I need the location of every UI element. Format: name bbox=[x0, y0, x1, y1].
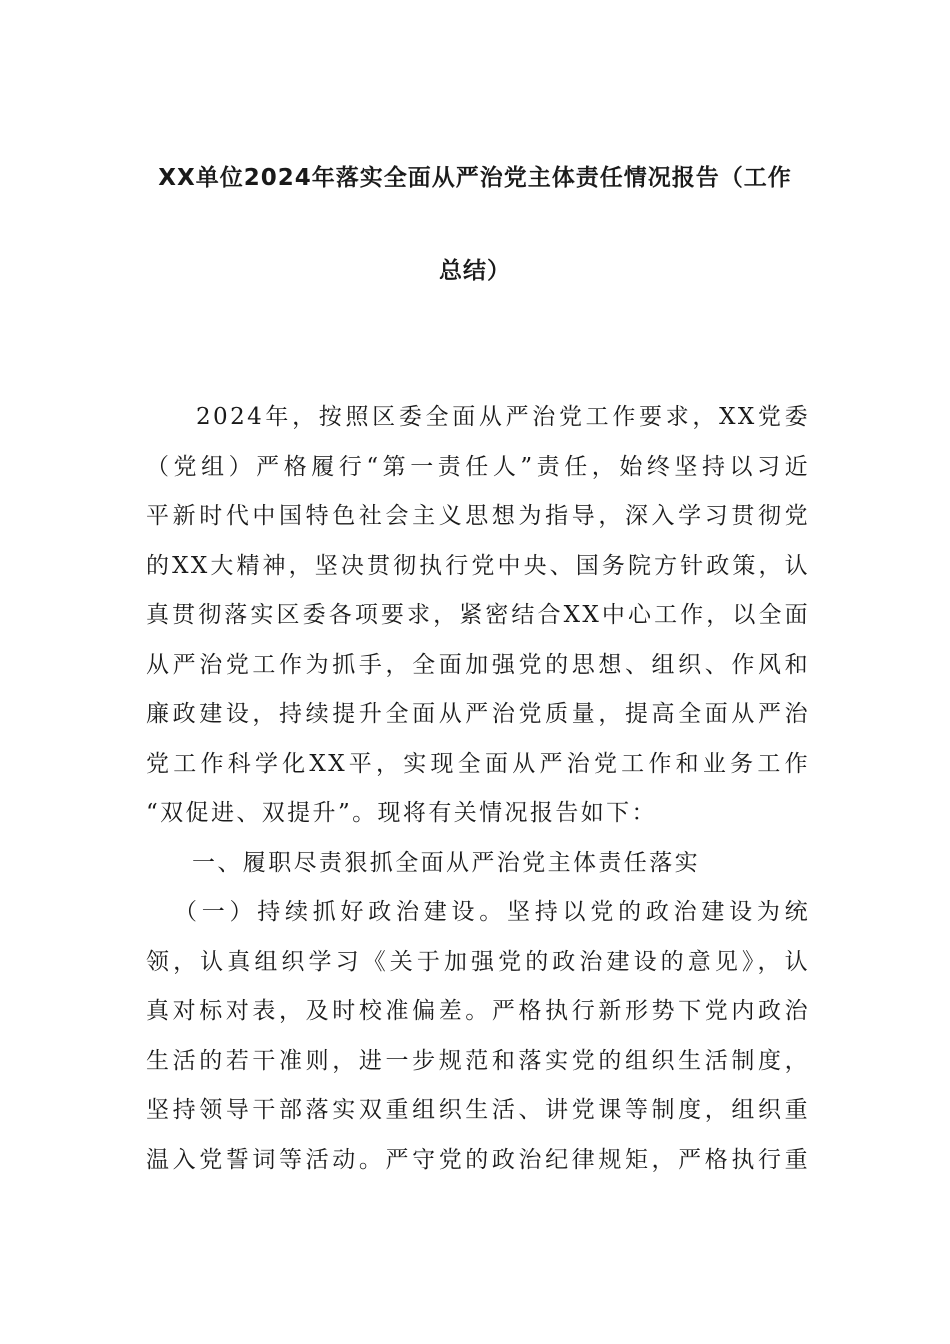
paragraph-line: （一）持续抓好政治建设。坚持以党的政治建设为统 bbox=[174, 899, 810, 925]
section-heading: 一、履职尽责狠抓全面从严治党主体责任落实 bbox=[192, 849, 700, 876]
paragraph-line: 党工作科学化XX平，实现全面从严治党工作和业务工作 bbox=[146, 750, 810, 777]
paragraph-line: 真贯彻落实区委各项要求，紧密结合XX中心工作，以全面 bbox=[146, 602, 810, 628]
paragraph-line: 领，认真组织学习《关于加强党的政治建设的意见》，认 bbox=[146, 948, 810, 975]
paragraph-line: 廉政建设，持续提升全面从严治党质量，提高全面从严治 bbox=[146, 701, 810, 727]
paragraph-line: （党组）严格履行“第一责任人”责任，始终坚持以习近 bbox=[146, 453, 810, 480]
document-body bbox=[146, 393, 810, 1185]
paragraph-line: 坚持领导干部落实双重组织生活、讲党课等制度，组织重 bbox=[146, 1097, 810, 1123]
document-title-line-2: 总结） bbox=[439, 258, 511, 284]
paragraph-line: 从严治党工作为抓手，全面加强党的思想、组织、作风和 bbox=[146, 651, 810, 678]
paragraph-line: 平新时代中国特色社会主义思想为指导，深入学习贯彻党 bbox=[146, 503, 810, 529]
paragraph-line: 的XX大精神，坚决贯彻执行党中央、国务院方针政策，认 bbox=[146, 552, 810, 579]
paragraph-line: 2024年，按照区委全面从严治党工作要求，XX党委 bbox=[196, 404, 810, 430]
document-title-line-1: XX单位2024年落实全面从严治党主体责任情况报告（工作 bbox=[158, 165, 792, 191]
paragraph-line: 温入党誓词等活动。严守党的政治纪律规矩，严格执行重 bbox=[146, 1146, 810, 1173]
paragraph-line: 生活的若干准则，进一步规范和落实党的组织生活制度， bbox=[146, 1047, 810, 1074]
paragraph-line: 真对标对表，及时校准偏差。严格执行新形势下党内政治 bbox=[146, 998, 810, 1024]
paragraph-line: “双促进、双提升”。现将有关情况报告如下： bbox=[146, 800, 657, 826]
